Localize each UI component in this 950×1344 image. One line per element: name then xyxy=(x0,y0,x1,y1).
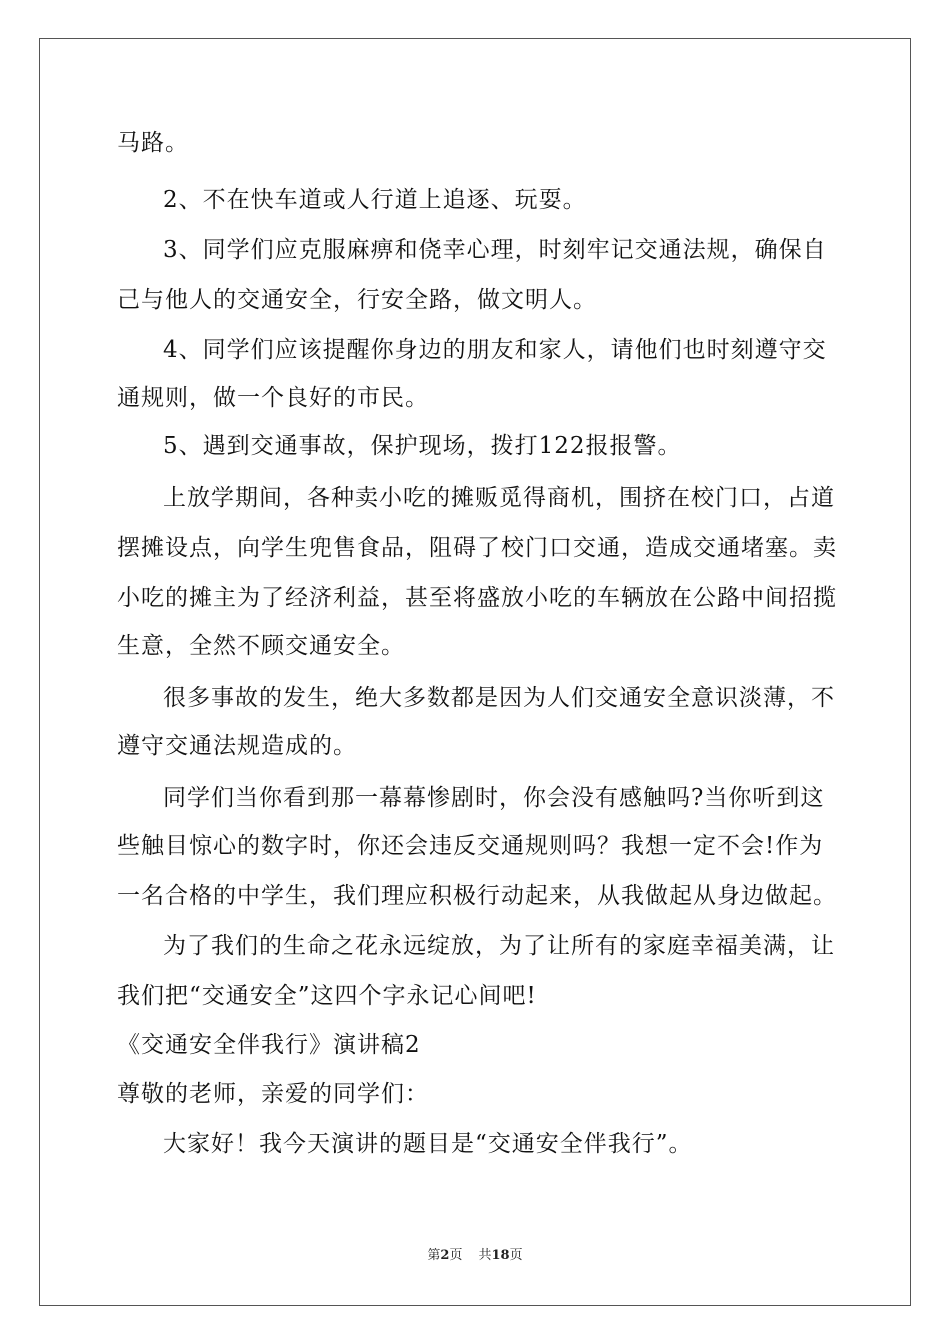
paragraph-line: 大家好！我今天演讲的题目是“交通安全伴我行”。 xyxy=(163,1131,693,1157)
text-line: 通规则，做一个良好的市民。 xyxy=(117,385,429,411)
page-suffix: 页 xyxy=(449,1248,463,1263)
text-line: 己与他人的交通安全，行安全路，做文明人。 xyxy=(117,287,597,313)
paragraph-line: 小吃的摊主为了经济利益，甚至将盛放小吃的车辆放在公路中间招揽 xyxy=(117,585,837,611)
salutation: 尊敬的老师，亲爱的同学们： xyxy=(117,1081,429,1107)
section-title: 《交通安全伴我行》演讲稿2 xyxy=(117,1032,421,1058)
list-item: 4、同学们应该提醒你身边的朋友和家人，请他们也时刻遵守交 xyxy=(163,337,827,363)
paragraph-line: 上放学期间，各种卖小吃的摊贩觅得商机，围挤在校门口，占道 xyxy=(163,485,835,511)
paragraph-line: 遵守交通法规造成的。 xyxy=(117,733,357,759)
page-prefix: 第 xyxy=(427,1248,441,1263)
text-line: 马路。 xyxy=(117,130,189,156)
list-item: 2、不在快车道或人行道上追逐、玩耍。 xyxy=(163,187,587,213)
paragraph-line: 为了我们的生命之花永远绽放，为了让所有的家庭幸福美满，让 xyxy=(163,933,835,959)
paragraph-line: 很多事故的发生，绝大多数都是因为人们交通安全意识淡薄，不 xyxy=(163,685,835,711)
page-border xyxy=(39,38,911,1306)
paragraph-line: 我们把“交通安全”这四个字永记心间吧! xyxy=(117,983,537,1009)
total-pages: 18 xyxy=(491,1248,510,1263)
total-prefix: 共 xyxy=(478,1248,492,1263)
total-suffix: 页 xyxy=(509,1248,523,1263)
paragraph-line: 生意，全然不顾交通安全。 xyxy=(117,633,405,659)
list-item: 5、遇到交通事故，保护现场，拨打122报报警。 xyxy=(163,433,682,459)
paragraph-line: 些触目惊心的数字时，你还会违反交通规则吗？我想一定不会!作为 xyxy=(117,833,824,859)
list-item: 3、同学们应克服麻痹和侥幸心理，时刻牢记交通法规，确保自 xyxy=(163,237,827,263)
page-footer xyxy=(0,1247,950,1265)
paragraph-line: 一名合格的中学生，我们理应积极行动起来，从我做起从身边做起。 xyxy=(117,883,837,909)
paragraph-line: 摆摊设点，向学生兜售食品，阻碍了校门口交通，造成交通堵塞。卖 xyxy=(117,535,837,561)
paragraph-line: 同学们当你看到那一幕幕惨剧时，你会没有感触吗?当你听到这 xyxy=(163,785,825,811)
page-number: 2 xyxy=(440,1248,450,1263)
